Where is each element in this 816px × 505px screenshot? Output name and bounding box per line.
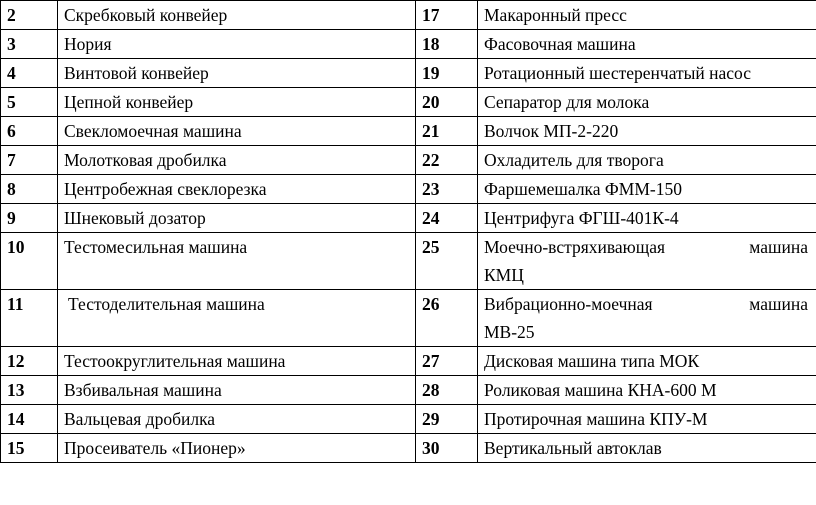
table-row — [1, 204, 816, 233]
row-number: 20 — [416, 88, 478, 117]
machine-name: Цепной конвейер — [58, 88, 416, 117]
row-number: 10 — [1, 233, 58, 290]
machine-name-two-line — [478, 233, 816, 290]
machine-name: Протирочная машина КПУ-М — [478, 405, 816, 434]
row-number: 3 — [1, 30, 58, 59]
machine-name: Нория — [58, 30, 416, 59]
machine-name: Охладитель для творога — [478, 146, 816, 175]
table-row — [1, 376, 816, 405]
machine-name: Вальцевая дробилка — [58, 405, 416, 434]
machine-name: Ротационный шестеренчатый насос — [478, 59, 816, 88]
row-number: 25 — [416, 233, 478, 290]
row-number: 7 — [1, 146, 58, 175]
machine-name: Роликовая машина КНА-600 М — [478, 376, 816, 405]
row-number: 14 — [1, 405, 58, 434]
machine-name: Просеиватель «Пионер» — [58, 434, 416, 463]
machine-name-line2: МВ-25 — [484, 322, 535, 342]
machine-name-line2: КМЦ — [484, 265, 524, 285]
row-number: 4 — [1, 59, 58, 88]
machine-name: Винтовой конвейер — [58, 59, 416, 88]
row-number: 30 — [416, 434, 478, 463]
machine-name: Молотковая дробилка — [58, 146, 416, 175]
table-row — [1, 347, 816, 376]
table-row — [1, 434, 816, 463]
machine-name: Взбивальная машина — [58, 376, 416, 405]
row-number: 6 — [1, 117, 58, 146]
machine-name: Центробежная свеклорезка — [58, 175, 416, 204]
row-number: 26 — [416, 290, 478, 347]
row-number: 29 — [416, 405, 478, 434]
row-number: 12 — [1, 347, 58, 376]
machine-name-two-line — [478, 290, 816, 347]
table-row — [1, 59, 816, 88]
table-row — [1, 146, 816, 175]
row-number: 24 — [416, 204, 478, 233]
machine-name: Сепаратор для молока — [478, 88, 816, 117]
machine-name: Тестоделительная машина — [58, 290, 416, 347]
row-number: 27 — [416, 347, 478, 376]
row-number: 11 — [1, 290, 58, 347]
machine-name: Фасовочная машина — [478, 30, 816, 59]
machine-name: Вертикальный автоклав — [478, 434, 816, 463]
table-row — [1, 290, 816, 347]
table-row — [1, 405, 816, 434]
machine-name: Дисковая машина типа МОК — [478, 347, 816, 376]
row-number: 9 — [1, 204, 58, 233]
table-row — [1, 1, 816, 30]
machine-name: Свекломоечная машина — [58, 117, 416, 146]
table-row — [1, 117, 816, 146]
table-row — [1, 175, 816, 204]
machine-name: Макаронный пресс — [478, 1, 816, 30]
row-number: 2 — [1, 1, 58, 30]
row-number: 13 — [1, 376, 58, 405]
table-row — [1, 88, 816, 117]
machine-name-line1: Вибрационно-моечная машина — [484, 294, 808, 314]
row-number: 5 — [1, 88, 58, 117]
table-row — [1, 233, 816, 290]
table-row — [1, 30, 816, 59]
row-number: 23 — [416, 175, 478, 204]
row-number: 19 — [416, 59, 478, 88]
machine-name: Тестомесильная машина — [58, 233, 416, 290]
row-number: 17 — [416, 1, 478, 30]
row-number: 22 — [416, 146, 478, 175]
machine-name: Волчок МП-2-220 — [478, 117, 816, 146]
row-number: 28 — [416, 376, 478, 405]
row-number: 8 — [1, 175, 58, 204]
machine-name: Скребковый конвейер — [58, 1, 416, 30]
row-number: 21 — [416, 117, 478, 146]
machine-name: Центрифуга ФГШ-401К-4 — [478, 204, 816, 233]
machine-name-line1: Моечно-встряхивающая машина — [484, 237, 808, 257]
machine-name: Тестоокруглительная машина — [58, 347, 416, 376]
row-number: 18 — [416, 30, 478, 59]
machine-name: Шнековый дозатор — [58, 204, 416, 233]
machine-name: Фаршемешалка ФММ-150 — [478, 175, 816, 204]
row-number: 15 — [1, 434, 58, 463]
